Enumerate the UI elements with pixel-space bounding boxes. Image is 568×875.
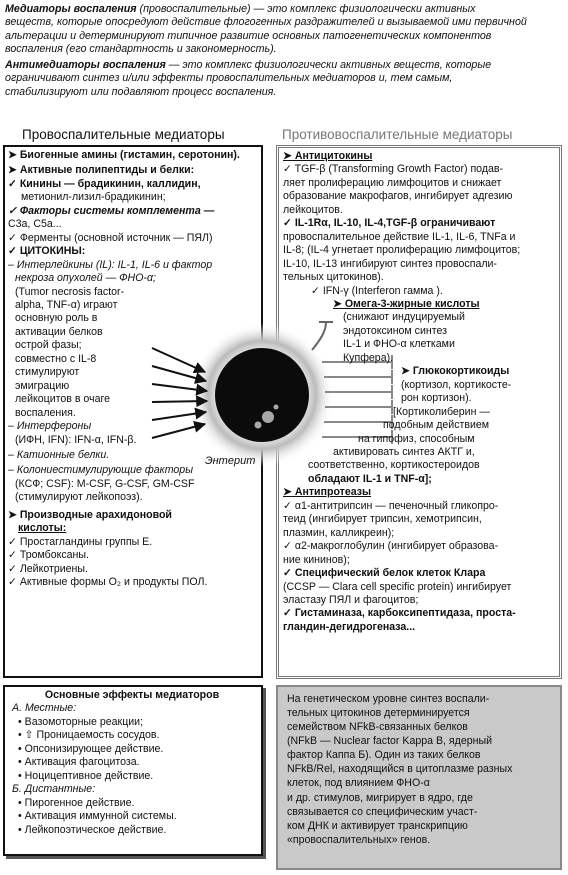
text-line: фактор Каппа Б). Один из таких белков	[287, 749, 481, 762]
list-item: IL-1 и ФНО-α клетками	[343, 338, 455, 351]
list-item: (кортизол, кортикосте-	[401, 378, 512, 391]
list-item: ➤ Активные полипептиды и белки:	[8, 164, 195, 177]
list-item: • Лейкопоэтическое действие.	[18, 823, 167, 836]
list-item: (Tumor necrosis factor-	[15, 285, 125, 298]
effects-distant-title: Б. Дистантные:	[12, 783, 96, 796]
list-item: тельных цитокинов).	[283, 271, 384, 284]
list-item: основную роль в	[15, 312, 98, 325]
text-line: тельных цитокинов детерминируется	[287, 707, 470, 720]
list-item: ✓ TGF-β (Transforming Growth Factor) подав-	[283, 163, 504, 176]
list-item: • Активация иммунной системы.	[18, 810, 177, 823]
genetic-text	[287, 692, 512, 847]
list-item: • Пирогенное действие.	[18, 796, 135, 809]
list-item: ✓ Активные формы O₂ и продукты ПОЛ.	[8, 576, 208, 589]
list-item: ✓ IFN-γ (Interferon гамма ).	[311, 284, 443, 297]
list-item: (снижают индуцируемый	[343, 311, 465, 324]
text-line: клеток, под влиянием ФНО-α	[287, 777, 430, 790]
list-item: ➤ Производные арахидоновой	[8, 508, 172, 521]
text-line: На генетическом уровне синтез воспали-	[287, 693, 490, 705]
list-item: гландин-дегидрогеназа...	[283, 620, 416, 633]
list-item: alpha, TNF-α) играют	[15, 298, 118, 311]
text-line: ком ДНК и активирует транскрипцию	[287, 819, 468, 832]
list-item: – Интерфероны	[8, 420, 92, 433]
list-item: ✓ Гистаминаза, карбоксипептидаза, проста-	[283, 607, 516, 620]
text-line: семейством NFkB-связанных белков	[287, 721, 468, 734]
list-item: – Колониестимулирующие факторы	[8, 464, 193, 477]
list-item: активации белков	[15, 325, 103, 338]
list-item: ✓ Тромбоксаны.	[8, 549, 89, 562]
list-item: ✓ Простагландины группы Е.	[8, 535, 153, 548]
list-item: совместно с IL-8	[15, 352, 97, 365]
list-item: метионил-лизил-брадикинин;	[21, 191, 166, 204]
list-item: (CCSP — Clara cell specific protein) ингибирует	[283, 580, 512, 593]
list-item: • Вазомоторные реакции;	[18, 715, 144, 728]
list-item: соответственно, кортикостероидов	[308, 459, 480, 472]
list-item: [Кортиколиберин —	[393, 405, 490, 418]
list-item: ➤ Омега-3-жирные кислоты	[333, 297, 480, 310]
effects-list	[12, 689, 252, 837]
list-item: ➤ Антипротеазы	[283, 486, 372, 499]
text-line: «провоспалительных» генов.	[287, 833, 431, 846]
list-item: ✓ Специфический белок клеток Клара	[283, 567, 486, 580]
text-line: связывается со специфическим участ-	[287, 805, 478, 818]
list-item: ✓ Лейкотриены.	[8, 562, 88, 575]
definition-antimediators: Антимедиаторы воспаления — это комплекс физиологически активных веществ, которые ограничивают синтез и/или эффекты провоспалительных медиаторов и, тем самым, стабилизируют или подавляют процесс воспаления.	[5, 58, 492, 98]
list-item: ✓ Ферменты (основной источник — ПЯЛ)	[8, 231, 213, 244]
list-item: ➤ Антицитокины	[283, 150, 373, 162]
list-item: ние кининов);	[283, 553, 350, 566]
list-item: – Интерлейкины (IL): IL-1, IL-6 и фактор	[8, 258, 213, 271]
list-item: обладают IL-1 и TNF-α];	[308, 472, 432, 485]
figure-label-enteritis: Энтерит	[205, 455, 256, 467]
effects-title: Основные эффекты медиаторов	[44, 689, 220, 701]
list-item: (ИФН, IFN): IFN-α, IFN-β.	[15, 433, 137, 446]
list-item: эмиграцию	[15, 379, 70, 392]
list-item: ✓ IL-1Rα, IL-10, IL-4,TGF-β ограничивают	[283, 217, 496, 230]
list-item: (КСФ; CSF): M-CSF, G-CSF, GM-CSF	[15, 477, 195, 490]
text-line: NFkB/Rel, находящийся в цитоплазме разных	[287, 763, 513, 776]
list-item: IL-10, IL-13 ингибируют синтез провоспали-	[283, 257, 497, 270]
text-line: (NFkB — Nuclear factor Kappa B, ядерный	[287, 735, 492, 748]
text-line: и др. стимулов, мигрирует в ядро, где	[287, 791, 473, 804]
list-item: ляет пролиферацию лимфоцитов и снижает	[283, 176, 502, 189]
list-item: ✓ Кинины — брадикинин, каллидин,	[8, 177, 201, 190]
list-item: воспаления.	[15, 406, 76, 419]
list-item: ➤ Биогенные амины (гистамин, серотонин).	[8, 149, 240, 161]
list-item: подобным действием	[383, 419, 490, 432]
list-item: ✓ α1-антитрипсин — печеночный гликопро-	[283, 499, 499, 512]
list-item: лейкоцитов в очаге	[15, 393, 110, 406]
list-item: острой фазы;	[15, 339, 82, 352]
list-item: (стимулируют лейкопоэз).	[15, 491, 143, 504]
list-item: на гипофиз, способным	[358, 432, 475, 445]
list-item: – Катионные белки.	[8, 448, 110, 461]
definition-mediators: Медиаторы воспаления (провоспалительные) — это комплекс физиологически активных веществ, которые опосредуют действие флогогенных раздражителей и вызываемой ими первичной альтерации и детерминируют типичное развитие основных патогенетических компонентов воспаления (его стандартность и закономерность).	[5, 3, 527, 56]
list-item: кислоты:	[18, 522, 67, 535]
list-item: лейкоцитов.	[283, 203, 343, 216]
header-proinflammatory: Провоспалительные медиаторы	[22, 127, 225, 142]
list-item: провоспалительное действие IL-1, IL-6, TNFa и	[283, 230, 516, 243]
effects-local-title: А. Местные:	[12, 702, 77, 715]
proinflammatory-list	[8, 149, 240, 590]
list-item: ➤ Глюкокортикоиды	[401, 365, 510, 378]
list-item: плазмин, калликреин);	[283, 526, 395, 539]
list-item: С3а, С5а...	[8, 218, 62, 231]
list-item: эластазу ПЯЛ и фагоцитов;	[283, 593, 419, 606]
list-item: образование макрофагов, ингибирует адгезию	[283, 190, 513, 203]
list-item: IL-8; (IL-4 угнетает пролиферацию лимфоцитов;	[283, 244, 521, 257]
list-item: • Ноцицептивное действие.	[18, 769, 154, 782]
list-item: стимулируют	[15, 366, 80, 379]
list-item: ✓ α2-макроглобулин (ингибирует образова-	[283, 540, 499, 553]
list-item: ✓ ЦИТОКИНЫ:	[8, 245, 86, 258]
list-item: ✓ Факторы системы комплемента —	[8, 204, 215, 217]
list-item: рон кортизон).	[401, 392, 472, 405]
antiinflammatory-list	[283, 150, 520, 634]
list-item: Купфера).	[343, 351, 394, 364]
list-item: теид (ингибирует трипсин, хемотрипсин,	[283, 513, 482, 526]
list-item: • Активация фагоцитоза.	[18, 756, 140, 769]
list-item: • Опсонизирующее действие.	[18, 742, 164, 755]
list-item: некроза опухолей — ФНО-α;	[15, 272, 156, 285]
header-antiinflammatory: Противовоспалительные медиаторы	[282, 127, 513, 142]
list-item: • ⇧ Проницаемость сосудов.	[18, 729, 160, 742]
list-item: активировать синтез АКТГ и,	[333, 445, 475, 458]
list-item: эндотоксином синтез	[343, 324, 447, 337]
